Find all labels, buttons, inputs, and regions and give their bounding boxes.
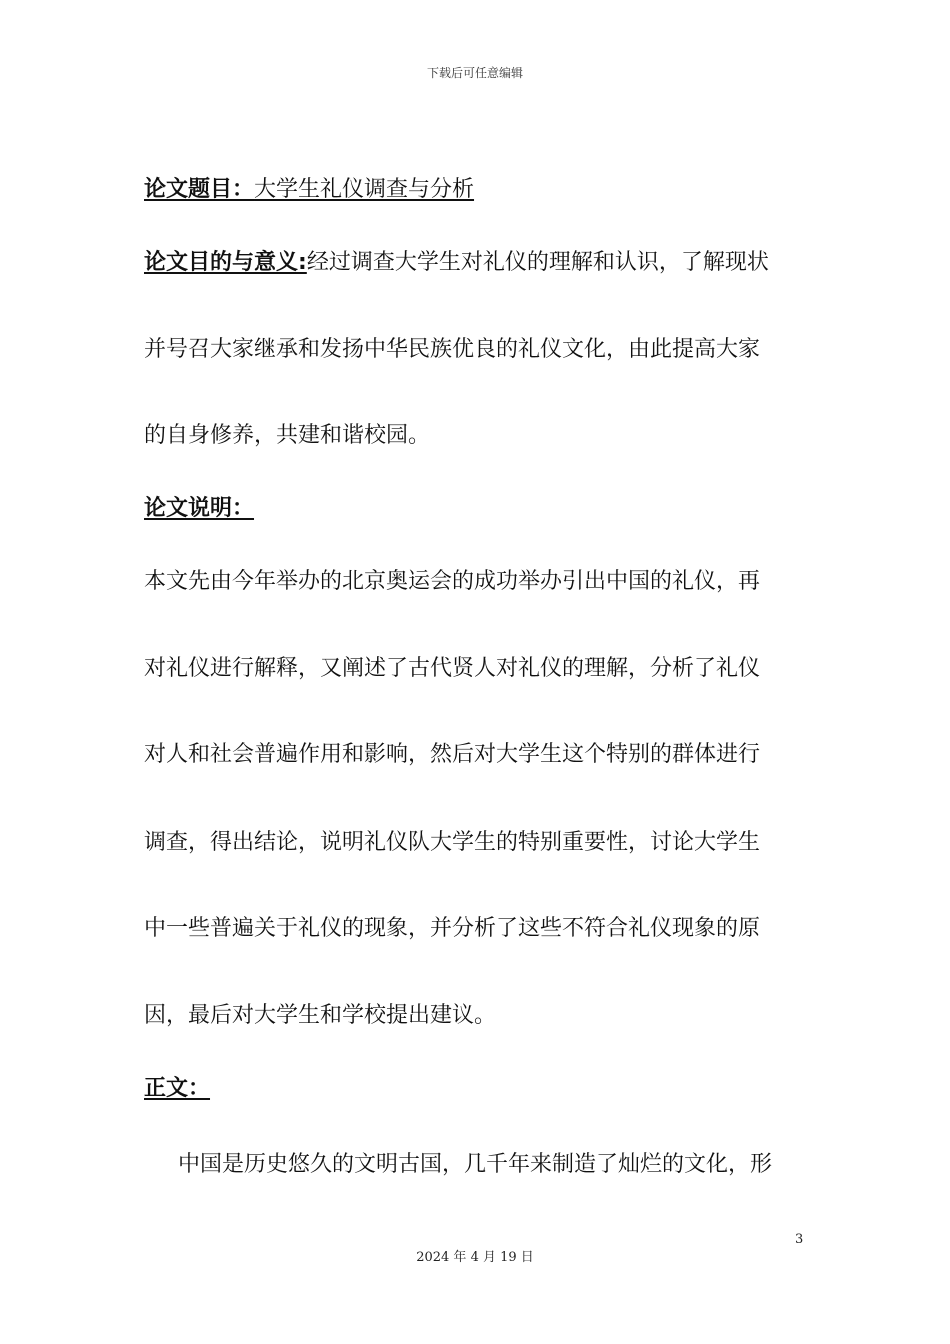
title-value: 大学生礼仪调查与分析 bbox=[254, 177, 475, 202]
description-label: 论文说明： bbox=[144, 496, 255, 521]
page-header: 下载后可任意编辑 bbox=[426, 66, 523, 80]
description-line-1: 本文先由今年举办的北京奥运会的成功举办引出中国的礼仪，再 bbox=[144, 569, 761, 594]
title-label: 论文题目： bbox=[144, 177, 255, 202]
purpose-line-1 bbox=[144, 248, 814, 278]
purpose-line-3: 的自身修养，共建和谐校园。 bbox=[144, 423, 431, 448]
description-line-6: 因，最后对大学生和学校提出建议。 bbox=[144, 1003, 497, 1028]
body-line-1: 中国是历史悠久的文明古国，几千年来制造了灿烂的文化，形 bbox=[178, 1152, 773, 1177]
description-line-5: 中一些普遍关于礼仪的现象，并分析了这些不符合礼仪现象的原 bbox=[144, 916, 761, 941]
body-heading bbox=[144, 1074, 814, 1104]
purpose-text: 经过调查大学生对礼仪的理解和认识，了解现状 bbox=[306, 250, 769, 275]
description-line-2: 对礼仪进行解释，又阐述了古代贤人对礼仪的理解，分析了礼仪 bbox=[144, 656, 761, 681]
footer-date: 2024 年 4 月 19 日 bbox=[416, 1250, 534, 1265]
description-heading bbox=[144, 494, 814, 524]
page-number: 3 bbox=[795, 1232, 804, 1247]
description-line-3: 对人和社会普遍作用和影响，然后对大学生这个特别的群体进行 bbox=[144, 742, 761, 767]
body-label: 正文： bbox=[144, 1076, 211, 1101]
purpose-label: 论文目的与意义: bbox=[144, 250, 307, 275]
title-line bbox=[144, 175, 814, 205]
purpose-line-2: 并号召大家继承和发扬中华民族优良的礼仪文化，由此提高大家 bbox=[144, 337, 761, 362]
description-line-4: 调查，得出结论，说明礼仪队大学生的特别重要性，讨论大学生 bbox=[144, 830, 761, 855]
